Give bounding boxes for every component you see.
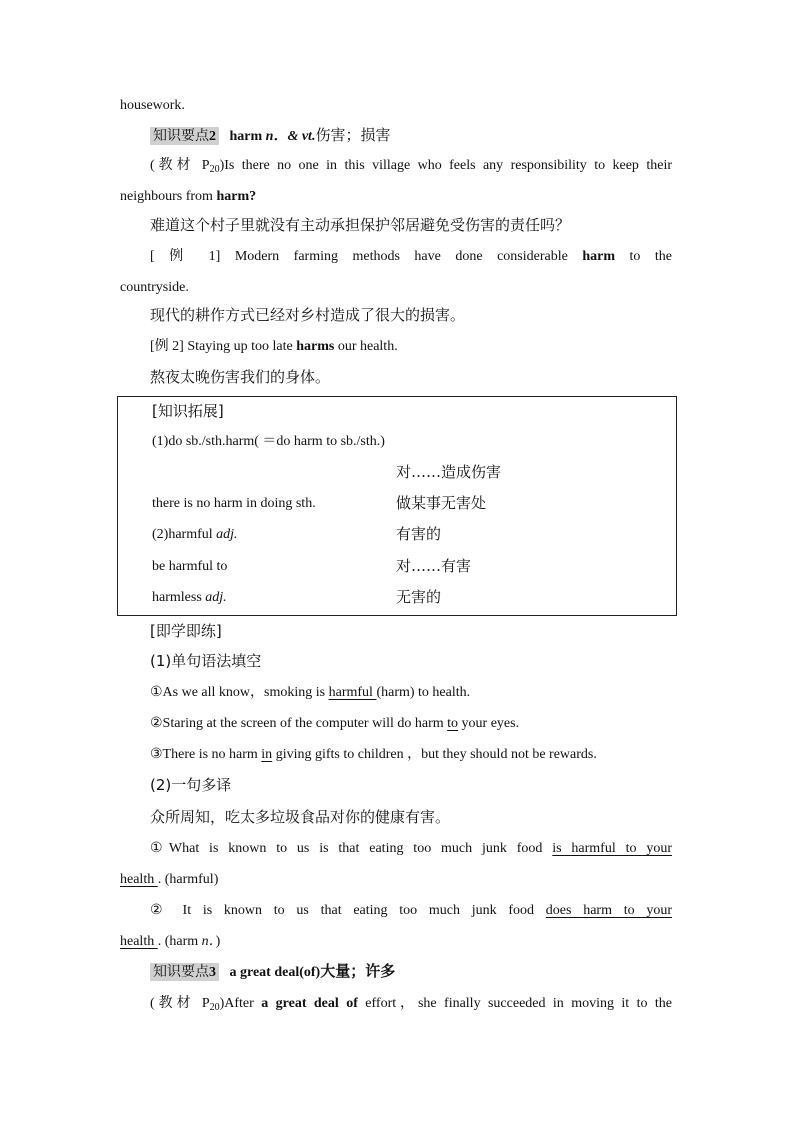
translation-1: ①What is known to us is that eating too much junk food is harmful to your — [150, 841, 672, 856]
answer-blank: health — [120, 872, 158, 887]
practice-subheading: (2)一句多译 — [150, 776, 232, 794]
practice-heading: [即学即练] — [150, 622, 222, 640]
box-meaning: 对……造成伤害 — [396, 463, 502, 481]
answer-blank: to — [447, 716, 459, 731]
translation-2: ② It is known to us that eating too much junk food does harm to your — [150, 903, 673, 918]
section-heading-3: 知识要点3 a great deal(of)大量；许多 — [150, 962, 395, 982]
answer-blank: does harm to your — [545, 903, 673, 918]
textbook-source-line: (教材 $P_{20})After$ a great deal of effort，she finally succeeded in moving it to the — [150, 996, 673, 1013]
section-tag: 知识要点3 — [150, 963, 219, 981]
practice-subheading: (1)单句语法填空 — [150, 652, 262, 670]
box-line: there is no harm in doing sth. — [152, 496, 316, 511]
box-meaning: 做某事无害处 — [396, 494, 487, 512]
text-line: countryside. — [120, 280, 189, 295]
text-line: housework. — [120, 98, 185, 113]
translation-prompt: 众所周知，吃太多垃圾食品对你的健康有害。 — [150, 808, 451, 826]
translation-line: 难道这个村子里就没有主动承担保护邻居避免受伤害的责任吗？ — [150, 216, 571, 234]
section-tag: 知识要点2 — [150, 127, 219, 145]
answer-blank: is harmful to your — [552, 841, 672, 856]
box-meaning: 有害的 — [396, 525, 442, 543]
box-line: harmless adj. — [152, 590, 227, 605]
question-1: ①As we all know，smoking is harmful (harm) to health. — [150, 685, 471, 700]
box-meaning: 无害的 — [396, 588, 442, 606]
example-2: [例 2] Staying up too late harms our health. — [150, 339, 398, 354]
text-line: neighbours from harm? — [120, 189, 257, 204]
box-line: be harmful to — [152, 559, 228, 574]
text-line: health . (harm n．) — [120, 934, 221, 949]
translation-line: 现代的耕作方式已经对乡村造成了很大的损害。 — [150, 306, 466, 324]
question-2: ②Staring at the screen of the computer will do harm to your eyes. — [150, 716, 520, 731]
answer-blank: in — [261, 747, 273, 762]
section-heading-2: 知识要点2 harm n．& vt.伤害；损害 — [150, 126, 390, 146]
example-1: [ 例 1] Modern farming methods have done considerable harm to the — [150, 249, 672, 264]
answer-blank: harmful — [328, 685, 377, 700]
box-meaning: 对……有害 — [396, 557, 472, 575]
answer-blank: health — [120, 934, 158, 949]
box-line: (1)do sb./sth.harm( ＝do harm to sb./sth.) — [152, 434, 385, 449]
question-3: ③There is no harm in giving gifts to children ，but they should not be rewards. — [150, 747, 597, 762]
box-title: [知识拓展] — [152, 402, 224, 420]
box-line: (2)harmful adj. — [152, 527, 238, 542]
text-line: health . (harmful) — [120, 872, 219, 887]
translation-line: 熬夜太晚伤害我们的身体。 — [150, 368, 331, 386]
textbook-source-line: (教材 $P_{20})Is$ there no one in this village who feels any responsibility to keep their — [150, 158, 672, 175]
